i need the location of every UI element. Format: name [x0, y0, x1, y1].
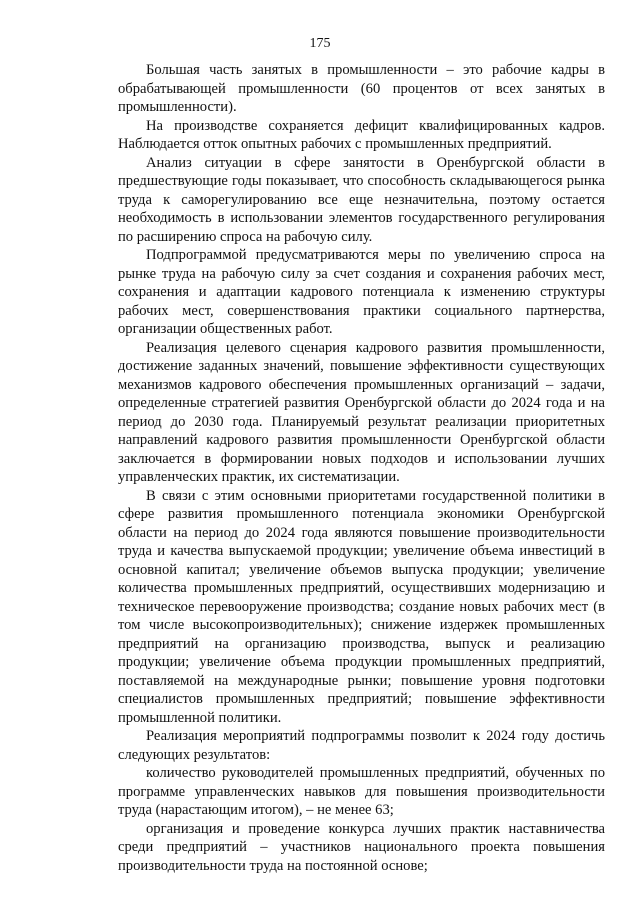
list-item-mentoring-contest: организация и проведение конкурса лучших практик наставничества среди предприятий – участников национального проекта повышения производительности труда на постоянной основе;: [118, 820, 605, 874]
paragraph-employment-analysis: Анализ ситуации в сфере занятости в Оренбургской области в предшествующие годы показывает, что способность складывающегося рынка труда к саморегулированию все еще незначительна, поэтому остается необходимость в использовании элементов государственного регулирования по расширению спроса на рабочую силу.: [118, 154, 605, 245]
paragraph-policy-priorities: В связи с этим основными приоритетами государственной политики в сфере развития промышленного потенциала экономики Оренбургской области на период до 2024 года являются повышение производительности труда и качества выпускаемой продукции; увеличение объема инвестиций в основной капитал; увеличение объемов выпуска продукции; увеличение количества промышленных предприятий, осуществивших модернизацию и техническое перевооружение производства; создание новых рабочих мест (в том числе высокопроизводительных); снижение издержек промышленных предприятий на организацию производства, выпуск и реализацию продукции; увеличение объема продукции промышленных предприятий, поставляемой на международные рынки; повышение уровня подготовки специалистов промышленных предприятий; повышение эффективности промышленной политики.: [118, 487, 605, 726]
paragraph-target-scenario: Реализация целевого сценария кадрового развития промышленности, достижение заданных значений, повышение эффективности существующих механизмов кадрового обеспечения промышленных организаций – задачи, определенные стратегией развития Оренбургской области до 2024 года и на период до 2030 года. Планируемый результат реализации приоритетных направлений кадрового развития промышленности Оренбургской области заключается в формировании новых подходов и использовании лучших управленческих практик, их систематизации.: [118, 339, 605, 485]
paragraph-expected-results-intro: Реализация мероприятий подпрограммы позволит к 2024 году достичь следующих результатов:: [118, 728, 605, 763]
paragraph-skill-deficit: На производстве сохраняется дефицит квалифицированных кадров. Наблюдается отток опытных рабочих с промышленных предприятий.: [118, 117, 605, 152]
list-item-managers-trained: количество руководителей промышленных предприятий, обученных по программе управленческих навыков для повышения производительности труда (нарастающим итогом), – не менее 63;: [118, 765, 605, 818]
page-number: 175: [309, 36, 331, 51]
paragraph-industry-employment: Большая часть занятых в промышленности – это рабочие кадры в обрабатывающей промышленности (60 процентов от всех занятых в промышленности).: [118, 62, 605, 115]
body-text: [118, 61, 605, 875]
paragraph-subprogram-measures: Подпрограммой предусматриваются меры по увеличению спроса на рынке труда на рабочую силу за счет создания и сохранения рабочих мест, сохранения и адаптации кадрового потенциала к изменению структуры рабочих мест, совершенствования практики социального партнерства, организации общественных работ.: [118, 247, 605, 337]
